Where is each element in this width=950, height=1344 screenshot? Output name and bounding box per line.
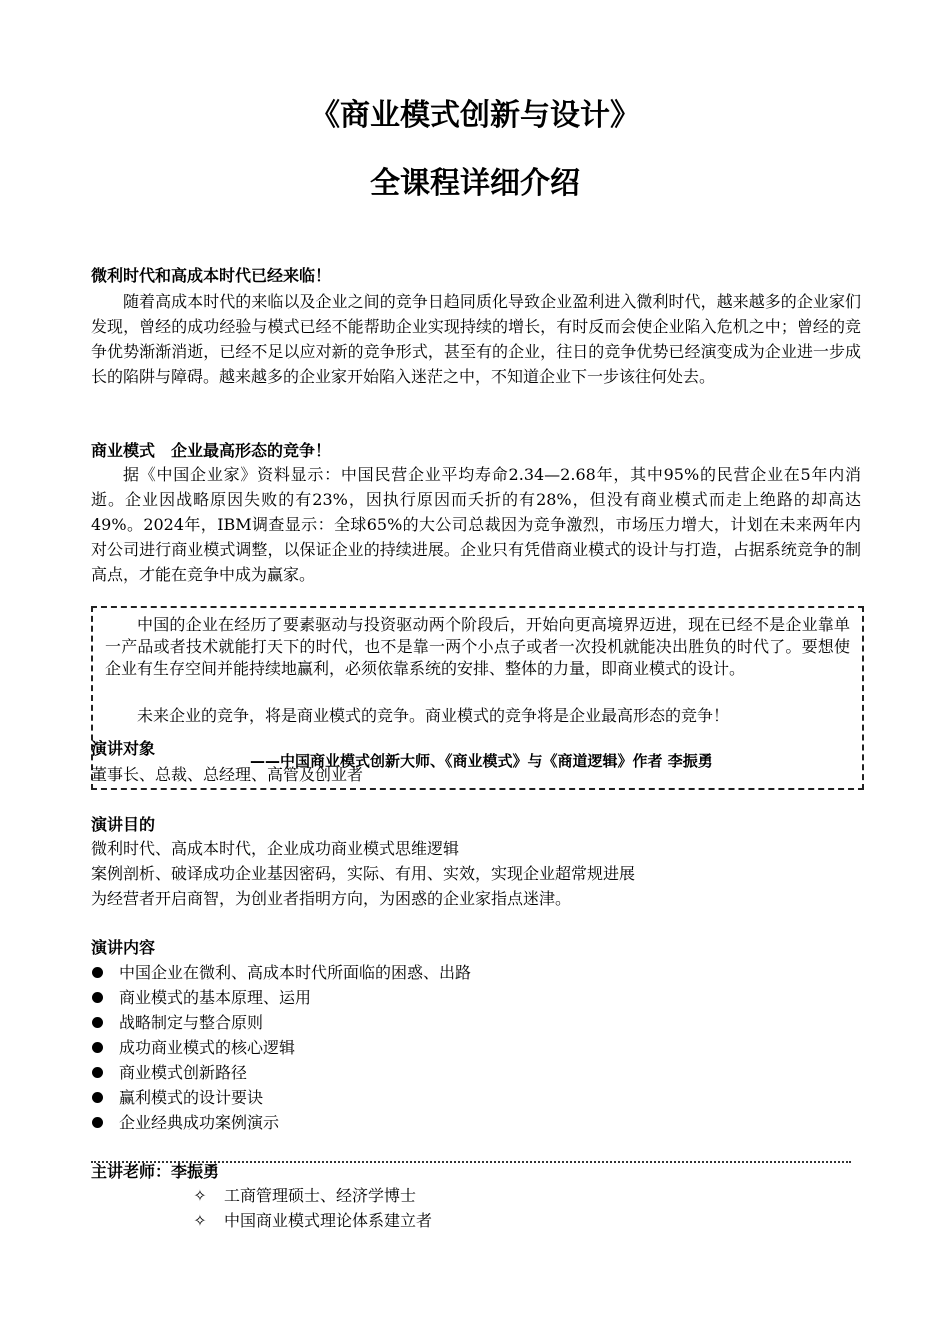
section-heading-teacher: 主讲老师：李振勇 <box>91 1162 220 1181</box>
bullet-icon <box>92 1042 103 1053</box>
list-item <box>91 1085 471 1110</box>
section-heading-business-model: 商业模式 企业最高形态的竞争！ <box>91 441 332 460</box>
quote-paragraph-1: 中国的企业在经历了要素驱动与投资驱动两个阶段后，开始向更高境界迈进，现在已经不是企业靠单一产品或者技术就能打天下的时代，也不是靠一两个小点子或者一次投机就能决出胜负的时代了。要想使企业有生存空间并能持续地赢利，必须依靠系统的安排、整体的力量，即商业模式的设计。 <box>105 615 850 678</box>
list-item-label: 成功商业模式的核心逻辑 <box>119 1038 296 1057</box>
list-item-label: 工商管理硕士、经济学博士 <box>224 1186 417 1205</box>
list-item-label: 中国企业在微利、高成本时代所面临的困惑、出路 <box>119 963 472 982</box>
audience-text: 董事长、总裁、总经理、高管及创业者 <box>91 765 364 784</box>
goal-line: 为经营者开启商智，为创业者指明方向，为困惑的企业家指点迷津。 <box>91 889 572 908</box>
list-item <box>91 960 471 985</box>
section-heading-content: 演讲内容 <box>91 938 156 957</box>
document-subtitle: 全课程详细介绍 <box>370 166 580 201</box>
bullet-icon <box>92 1117 103 1128</box>
document-title: 《商业模式创新与设计》 <box>310 98 640 133</box>
teacher-credentials-list <box>192 1183 432 1233</box>
section-heading-goals: 演讲目的 <box>91 815 156 834</box>
goal-line: 微利时代、高成本时代，企业成功商业模式思维逻辑 <box>91 839 460 858</box>
list-item-label: 商业模式的基本原理、运用 <box>119 988 312 1007</box>
bullet-icon <box>92 967 103 978</box>
list-item <box>192 1183 432 1208</box>
list-item-label: 企业经典成功案例演示 <box>119 1113 280 1132</box>
list-item <box>91 1060 471 1085</box>
bullet-icon <box>92 1017 103 1028</box>
section-heading-micro-profit: 微利时代和高成本时代已经来临！ <box>91 266 332 285</box>
goal-line: 案例剖析、破译成功企业基因密码，实际、有用、实效，实现企业超常规进展 <box>91 864 636 883</box>
bullet-icon <box>92 1067 103 1078</box>
star-bullet-icon: ✧ <box>193 1211 207 1230</box>
list-item <box>192 1208 432 1233</box>
bullet-icon <box>92 1092 103 1103</box>
list-item-label: 中国商业模式理论体系建立者 <box>224 1211 433 1230</box>
bullet-icon <box>92 992 103 1003</box>
list-item <box>91 1035 471 1060</box>
section-body-business-model: 据《中国企业家》资料显示：中国民营企业平均寿命2.34—2.68年，其中95%的民营企业在5年内消逝。企业因战略原因失败的有23%，因执行原因而夭折的有28%，但没有商业模式而走上绝路的却高达49%。2024年，IBM调查显示：全球65%的大公司总裁因为竞争激烈，市场压力增大，计划在未来两年内对公司进行商业模式调整，以保证企业的持续进展。企业只有凭借商业模式的设计与打造，占据系统竞争的制高点，才能在竞争中成为赢家。 <box>91 465 861 584</box>
list-item-label: 战略制定与整合原则 <box>119 1013 264 1032</box>
list-item-label: 商业模式创新路径 <box>119 1063 248 1082</box>
section-body-micro-profit: 随着高成本时代的来临以及企业之间的竞争日趋同质化导致企业盈利进入微利时代，越来越多的企业家们发现，曾经的成功经验与模式已经不能帮助企业实现持续的增长，有时反而会使企业陷入危机之中；曾经的竞争优势渐渐消逝，已经不足以应对新的竞争形式，甚至有的企业，往日的竞争优势已经演变成为企业进一步成长的陷阱与障碍。越来越多的企业家开始陷入迷茫之中，不知道企业下一步该往何处去。 <box>91 292 861 386</box>
list-item <box>91 1010 471 1035</box>
list-item <box>91 1110 471 1135</box>
section-heading-audience: 演讲对象 <box>91 739 156 758</box>
list-item-label: 赢利模式的设计要诀 <box>119 1088 264 1107</box>
star-bullet-icon: ✧ <box>193 1186 207 1205</box>
list-item <box>91 985 471 1010</box>
content-list <box>91 960 471 1135</box>
quote-paragraph-2: 未来企业的竞争，将是商业模式的竞争。商业模式的竞争将是企业最高形态的竞争！ <box>137 706 730 725</box>
quote-attribution: ——中国商业模式创新大师、《商业模式》与《商道逻辑》作者 李振勇 <box>250 752 713 770</box>
